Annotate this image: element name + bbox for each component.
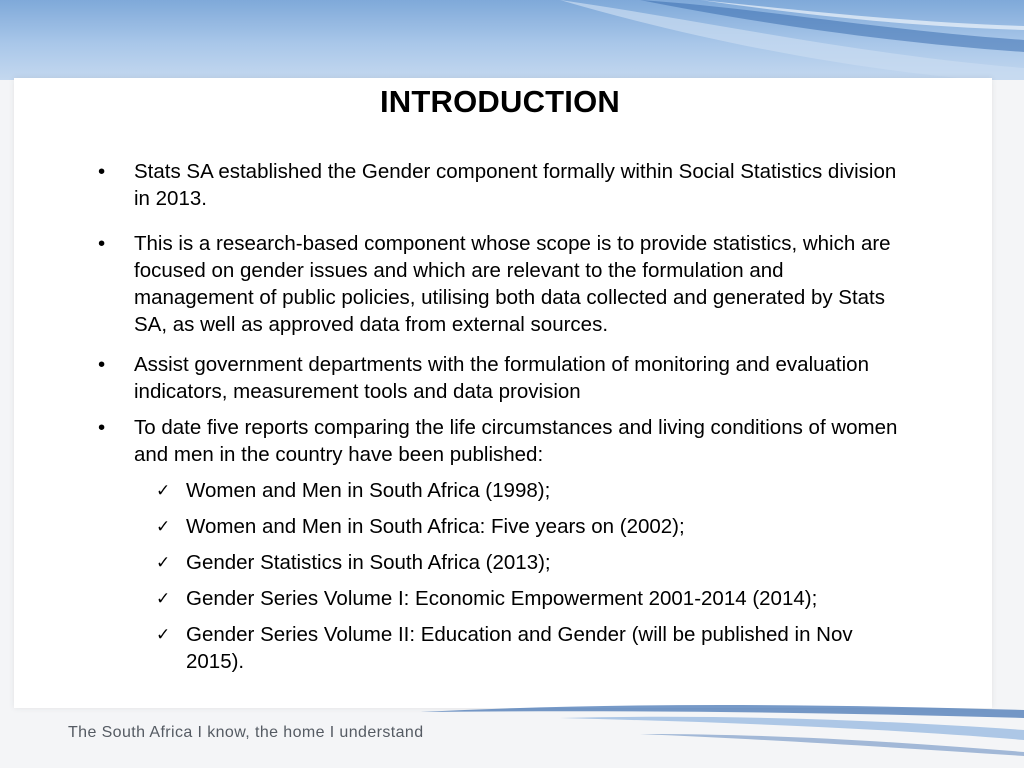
bullet-text: Assist government departments with the formulation of monitoring and evaluation indicators, measurement tools and data provision xyxy=(134,353,869,403)
checkmark-icon: ✓ xyxy=(156,481,171,500)
checkmark-icon: ✓ xyxy=(156,517,171,536)
report-text: Gender Statistics in South Africa (2013); xyxy=(186,551,551,574)
footer-tagline: The South Africa I know, the home I understand xyxy=(68,724,424,741)
report-item xyxy=(98,621,898,675)
bullet-text: This is a research-based component whose scope is to provide statistics, which are focused on gender issues and which are relevant to the formulation and management of public policies, utilising both data collected and generated by Stats SA, as well as approved data from external sources. xyxy=(134,232,891,336)
slide-content xyxy=(98,158,898,675)
checkmark-icon: ✓ xyxy=(156,625,171,644)
bullet-marker: • xyxy=(98,416,106,439)
bullet-text: Stats SA established the Gender component formally within Social Statistics division in 2013. xyxy=(134,160,897,210)
checkmark-icon: ✓ xyxy=(156,553,171,572)
bullet-marker: • xyxy=(98,232,106,255)
bullet-marker: • xyxy=(98,353,106,376)
checkmark-icon: ✓ xyxy=(156,589,171,608)
header-swoosh xyxy=(0,0,1024,80)
bullet-item xyxy=(98,351,898,405)
report-text: Women and Men in South Africa: Five years on (2002); xyxy=(186,515,685,538)
page-title: INTRODUCTION xyxy=(379,84,621,119)
report-text: Gender Series Volume I: Economic Empowerment 2001-2014 (2014); xyxy=(186,587,818,610)
bullet-text: To date five reports comparing the life circumstances and living conditions of women and men in the country have been published: xyxy=(134,416,898,466)
bullet-item xyxy=(98,230,898,338)
bullet-marker: • xyxy=(98,160,106,183)
report-item xyxy=(98,513,898,540)
report-item xyxy=(98,477,898,504)
report-text: Gender Series Volume II: Education and Gender (will be published in Nov 2015). xyxy=(186,623,853,673)
bullet-item xyxy=(98,414,898,468)
report-item xyxy=(98,585,898,612)
report-text: Women and Men in South Africa (1998); xyxy=(186,479,551,502)
report-item xyxy=(98,549,898,576)
bullet-item xyxy=(98,158,898,212)
